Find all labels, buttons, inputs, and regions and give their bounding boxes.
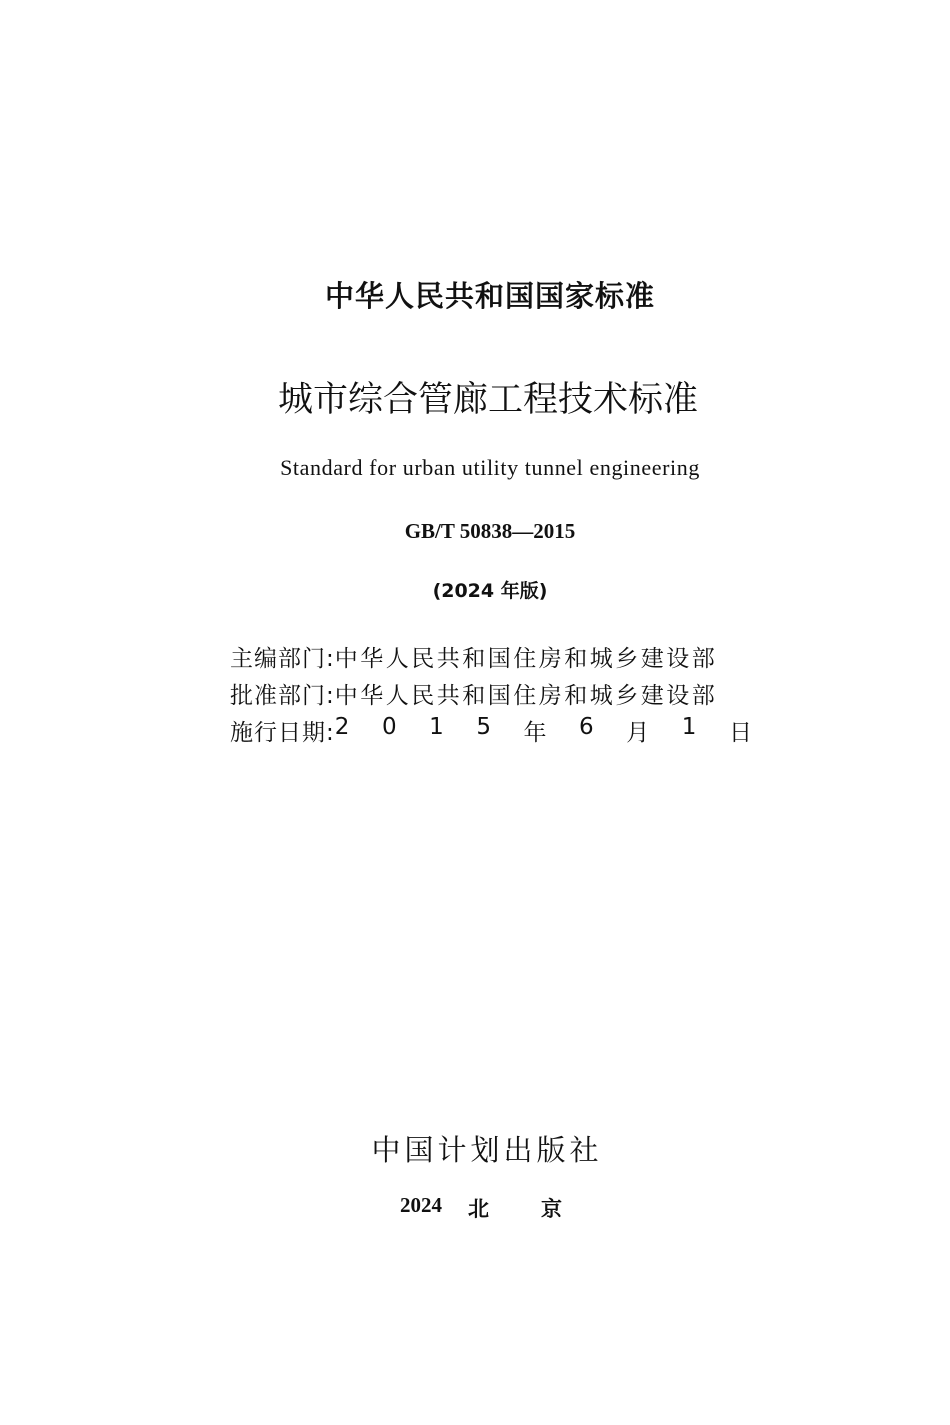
imprint-line [400, 1193, 562, 1223]
national-standard-heading: 中华人民共和国国家标准 [324, 279, 655, 313]
approval-department-row [230, 676, 760, 710]
approval-department-value: 中华人民共和国住房和城乡建设部 [334, 682, 718, 709]
date-char: 2 [334, 713, 350, 740]
chief-department-label: 主编部门: [230, 645, 335, 672]
date-char: 5 [476, 713, 491, 740]
standard-title-english: Standard for urban utility tunnel engineering [280, 455, 700, 480]
date-char: 月 [626, 719, 650, 746]
effective-date-row [230, 713, 760, 747]
date-char: 6 [579, 713, 594, 740]
date-char: 年 [523, 719, 547, 746]
date-char: 1 [681, 713, 697, 740]
standard-title-chinese: 城市综合管廊工程技术标准 [277, 380, 698, 420]
publisher-name: 中国计划出版社 [371, 1133, 603, 1167]
date-char: 1 [429, 713, 444, 740]
edition-label: (2024 年版) [432, 580, 548, 602]
standard-code: GB/T 50838—2015 [404, 519, 576, 543]
chief-department-row [230, 639, 760, 673]
imprint-city-second-char: 京 [541, 1197, 562, 1221]
date-char: 0 [381, 713, 397, 740]
date-char: 日 [728, 719, 752, 746]
approval-department-label: 批准部门: [230, 682, 335, 709]
chief-department-value: 中华人民共和国住房和城乡建设部 [334, 645, 718, 672]
effective-date-value [335, 714, 760, 747]
effective-date-label: 施行日期: [230, 719, 335, 746]
imprint-city-first-char: 北 [468, 1197, 489, 1221]
imprint-year: 2024 [400, 1193, 442, 1217]
